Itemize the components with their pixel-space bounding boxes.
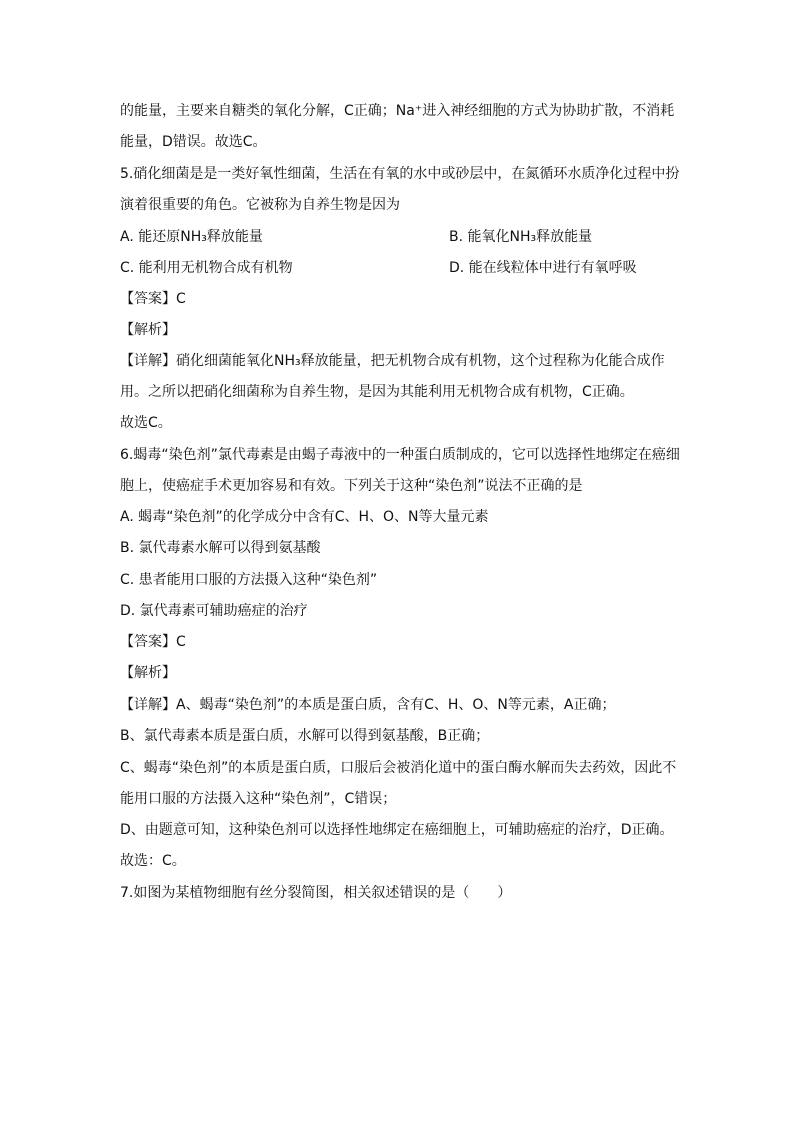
- text-line: 的能量，主要来自糖类的氧化分解，C正确；Na⁺进入神经细胞的方式为协助扩散，不消耗: [120, 103, 675, 119]
- q5-explanation: 【详解】硝化细菌能氧化NH₃释放能量，把无机物合成有机物，这个过程称为化能合成作: [120, 353, 665, 369]
- q5-option-b: B. 能氧化NH₃释放能量: [449, 229, 593, 245]
- q5-option-c: C. 能利用无机物合成有机物: [120, 260, 293, 276]
- q6-explanation: 能用口服的方法摄入这种“染色剂”，C错误；: [120, 791, 397, 807]
- q6-option-a: A. 蝎毒“染色剂”的化学成分中含有C、H、O、N等大量元素: [120, 509, 489, 525]
- q6-explanation: B、氯代毒素本质是蛋白质，水解可以得到氨基酸，B正确；: [120, 728, 490, 744]
- q6-explanation: C、蝎毒“染色剂”的本质是蛋白质，口服后会被消化道中的蛋白酶水解而失去药效，因此不: [120, 760, 677, 776]
- q5-explanation: 用。之所以把硝化细菌称为自养生物，是因为其能利用无机物合成有机物，C正确。: [120, 384, 634, 400]
- q5-analysis-heading: 【解析】: [120, 322, 176, 338]
- q6-option-b: B. 氯代毒素水解可以得到氨基酸: [120, 540, 321, 556]
- q6-option-d: D. 氯代毒素可辅助癌症的治疗: [120, 603, 308, 619]
- text-line: 能量，D错误。故选C。: [120, 134, 267, 150]
- question-6-stem: 胞上，使癌症手术更加容易和有效。下列关于这种“染色剂”说法不正确的是: [120, 478, 583, 494]
- question-6-stem: 6.蝎毒“染色剂”氯代毒素是由蝎子毒液中的一种蛋白质制成的，它可以选择性地绑定在癌细: [120, 447, 680, 463]
- q6-answer: 【答案】C: [120, 634, 186, 650]
- q5-conclusion: 故选C。: [120, 415, 172, 431]
- question-5-stem: 演着很重要的角色。它被称为自养生物是因为: [120, 197, 400, 213]
- q5-option-d: D. 能在线粒体中进行有氧呼吸: [449, 260, 637, 276]
- question-5-stem: 5.硝化细菌是是一类好氧性细菌，生活在有氧的水中或砂层中，在氮循环水质净化过程中扮: [120, 166, 680, 182]
- q5-option-a: A. 能还原NH₃释放能量: [120, 229, 263, 245]
- q6-explanation: 【详解】A、蝎毒“染色剂”的本质是蛋白质，含有C、H、O、N等元素，A正确；: [120, 697, 616, 713]
- q6-analysis-heading: 【解析】: [120, 665, 176, 681]
- q5-answer: 【答案】C: [120, 291, 186, 307]
- q6-explanation: D、由题意可知，这种染色剂可以选择性地绑定在癌细胞上，可辅助癌症的治疗，D正确。: [120, 822, 674, 838]
- q6-option-c: C. 患者能用口服的方法摄入这种“染色剂”: [120, 572, 378, 588]
- q6-conclusion: 故选：C。: [120, 853, 186, 869]
- question-7-stem: 7.如图为某植物细胞有丝分裂简图，相关叙述错误的是（ ）: [120, 885, 512, 901]
